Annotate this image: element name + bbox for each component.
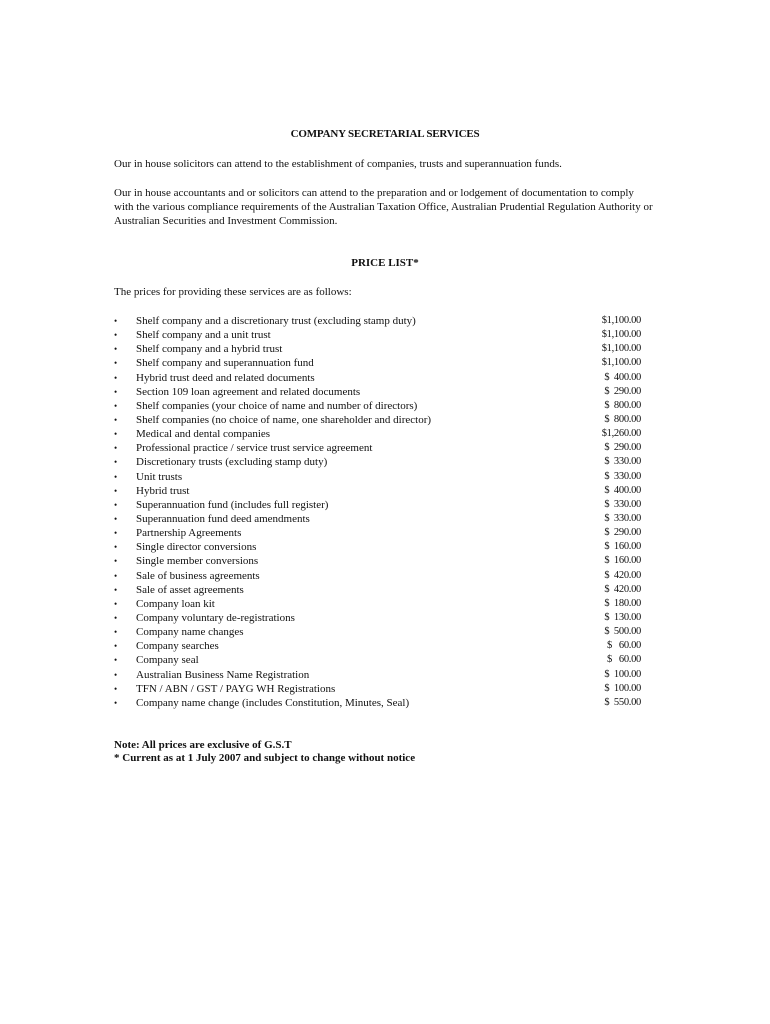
intro-paragraph-solicitors: Our in house solicitors can attend to the establishment of companies, trusts and superannuation funds.: [114, 158, 562, 170]
service-price: $ 160.00: [604, 555, 641, 567]
price-list-item: [114, 639, 644, 653]
service-price: $ 330.00: [604, 470, 641, 482]
price-list-item: [114, 526, 644, 540]
price-list-item: [114, 484, 644, 498]
service-price: $1,100.00: [601, 357, 641, 369]
price-list-item: [114, 314, 644, 328]
service-price: $ 290.00: [604, 527, 641, 539]
bullet-icon: •: [114, 386, 118, 397]
service-price: $ 800.00: [604, 413, 641, 425]
bullet-icon: •: [114, 655, 118, 666]
service-name: Company voluntary de-registrations: [136, 611, 295, 624]
service-price: $ 60.00: [606, 640, 641, 652]
price-list-item: [114, 470, 644, 484]
service-name: Medical and dental companies: [136, 428, 271, 441]
service-price: $ 800.00: [604, 399, 641, 411]
price-list-item: [114, 554, 644, 568]
service-price: $ 290.00: [604, 385, 641, 397]
bullet-icon: •: [114, 598, 118, 609]
service-name: Company seal: [136, 654, 199, 667]
price-list-item: [114, 512, 644, 526]
price-list-item: [114, 653, 644, 667]
price-list-item: [114, 625, 644, 639]
price-list-item: [114, 427, 644, 441]
bullet-icon: •: [114, 641, 118, 652]
gst-note: Note: All prices are exclusive of G.S.T: [114, 739, 292, 751]
service-name: Shelf company and a discretionary trust (excluding stamp duty): [136, 315, 416, 327]
price-list-item: [114, 455, 644, 469]
service-price: $ 330.00: [604, 512, 641, 524]
service-price: $ 330.00: [604, 456, 641, 468]
service-price: $ 420.00: [604, 569, 641, 581]
service-name: Shelf company and a hybrid trust: [136, 343, 283, 356]
service-name: Single member conversions: [136, 555, 259, 568]
price-list-item: [114, 668, 644, 682]
bullet-icon: •: [114, 414, 118, 425]
price-list-item: [114, 371, 644, 385]
service-price: $ 60.00: [606, 654, 641, 666]
service-price: $ 160.00: [604, 541, 641, 553]
service-name: TFN / ABN / GST / PAYG WH Registrations: [136, 682, 336, 695]
service-price: $ 100.00: [604, 682, 641, 694]
service-price: $ 420.00: [604, 583, 641, 595]
bullet-icon: •: [114, 358, 118, 369]
price-list-item: [114, 569, 644, 583]
bullet-icon: •: [114, 683, 118, 694]
bullet-icon: •: [114, 528, 118, 539]
bullet-icon: •: [114, 443, 118, 454]
service-name: Company name change (includes Constitution, Minutes, Seal): [136, 696, 410, 709]
service-price: $ 550.00: [604, 696, 641, 708]
price-list-item: [114, 498, 644, 512]
service-price: $ 500.00: [604, 626, 641, 638]
service-name: Superannuation fund deed amendments: [136, 512, 310, 525]
bullet-icon: •: [114, 471, 118, 482]
price-list-item: [114, 356, 644, 370]
service-name: Shelf company and a unit trust: [136, 329, 271, 342]
price-list-item: [114, 342, 644, 356]
service-price: $1,100.00: [601, 315, 641, 326]
currency-note: * Current as at 1 July 2007 and subject to change without notice: [114, 752, 416, 764]
service-price: $ 400.00: [604, 484, 641, 496]
service-name: Hybrid trust deed and related documents: [136, 371, 315, 384]
service-price: $1,100.00: [601, 329, 641, 341]
price-list: [114, 314, 644, 710]
bullet-icon: •: [114, 542, 118, 553]
price-list-item: [114, 385, 644, 399]
service-name: Professional practice / service trust service agreement: [136, 442, 373, 455]
service-name: Shelf companies (no choice of name, one shareholder and director): [136, 413, 432, 426]
service-name: Superannuation fund (includes full register): [136, 498, 329, 511]
service-price: $ 290.00: [604, 442, 641, 454]
price-list-item: [114, 413, 644, 427]
bullet-icon: •: [114, 316, 118, 326]
price-list-heading: PRICE LIST*: [351, 257, 419, 269]
price-list-item: [114, 540, 644, 554]
service-name: Company loan kit: [136, 597, 215, 610]
service-name: Hybrid trust: [136, 484, 190, 497]
service-price: $ 400.00: [604, 371, 641, 383]
price-list-intro: The prices for providing these services are as follows:: [114, 286, 352, 298]
price-list-item: [114, 441, 644, 455]
price-list-item: [114, 328, 644, 342]
intro-paragraph-accountants: Our in house accountants and or solicitors can attend to the preparation and or lodgement of documentation to comply with the various compliance requirements of the Australian Taxation Office, Australian Prudential Regulation Authority or Australian Securities and Investment Commission.: [114, 187, 653, 228]
bullet-icon: •: [114, 627, 118, 638]
bullet-icon: •: [114, 499, 118, 510]
service-price: $ 130.00: [604, 611, 641, 623]
bullet-icon: •: [114, 697, 118, 708]
bullet-icon: •: [114, 513, 118, 524]
price-list-item: [114, 399, 644, 413]
bullet-icon: •: [114, 457, 118, 468]
bullet-icon: •: [114, 556, 118, 567]
bullet-icon: •: [114, 669, 118, 680]
bullet-icon: •: [114, 584, 118, 595]
service-name: Sale of asset agreements: [136, 583, 244, 596]
bullet-icon: •: [114, 400, 118, 411]
bullet-icon: •: [114, 372, 118, 383]
service-name: Australian Business Name Registration: [136, 668, 310, 681]
service-name: Unit trusts: [136, 470, 183, 483]
service-price: $ 100.00: [604, 668, 641, 680]
price-list-item: [114, 583, 644, 597]
bullet-icon: •: [114, 570, 118, 581]
service-name: Shelf companies (your choice of name and number of directors): [136, 399, 418, 412]
price-list-item: [114, 611, 644, 625]
service-name: Partnership Agreements: [136, 527, 242, 540]
service-name: Sale of business agreements: [136, 569, 260, 582]
page-title: COMPANY SECRETARIAL SERVICES: [290, 128, 480, 140]
bullet-icon: •: [114, 612, 118, 623]
service-name: Company name changes: [136, 626, 244, 639]
service-price: $ 180.00: [604, 597, 641, 609]
price-list-item: [114, 696, 644, 710]
service-price: $1,260.00: [601, 428, 641, 440]
service-name: Single director conversions: [136, 541, 257, 554]
service-name: Shelf company and superannuation fund: [136, 357, 314, 370]
service-price: $ 330.00: [604, 498, 641, 510]
service-price: $1,100.00: [601, 343, 641, 355]
bullet-icon: •: [114, 330, 118, 341]
bullet-icon: •: [114, 344, 118, 355]
service-name: Discretionary trusts (excluding stamp duty): [136, 456, 328, 469]
service-name: Section 109 loan agreement and related documents: [136, 385, 361, 398]
service-name: Company searches: [136, 640, 219, 653]
price-list-item: [114, 682, 644, 696]
bullet-icon: •: [114, 485, 118, 496]
price-list-item: [114, 597, 644, 611]
bullet-icon: •: [114, 429, 118, 440]
